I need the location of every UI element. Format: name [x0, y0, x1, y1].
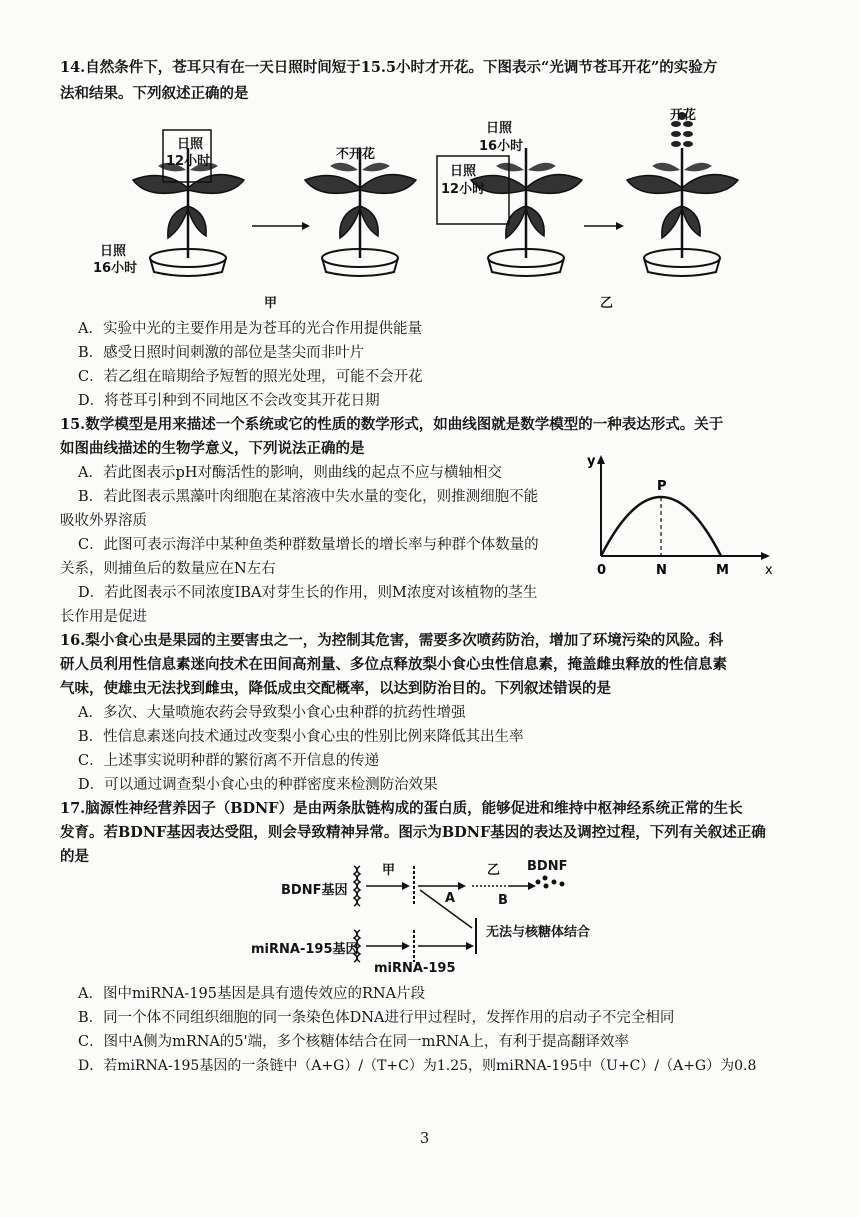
- q14-option-c: C．若乙组在暗期给予短暂的照光处理，可能不会开花: [78, 369, 423, 385]
- q15-option-d-line1: D．若此图表示不同浓度IBA对芽生长的作用，则M浓度对该植物的茎生: [78, 585, 538, 601]
- q15-stem-line1: 15.数学模型是用来描述一个系统或它的性质的数学形式，如曲线图就是数学模型的一种表达形式。关于: [60, 416, 724, 433]
- q17-no-bind-label: 无法与核糖体结合: [486, 925, 591, 940]
- q17-option-a: A．图中miRNA-195基因是具有遗传效应的RNA片段: [78, 986, 426, 1002]
- page-number: 3: [420, 1131, 430, 1147]
- q14-group-jia: 甲: [264, 296, 278, 311]
- m-tick-label: M: [716, 563, 729, 578]
- origin-label: 0: [597, 563, 607, 578]
- q16-stem-line2: 研人员利用性信息素迷向技术在田间高剂量、多位点释放梨小食心虫性信息素，掩盖雌虫释放的性信息素: [60, 656, 727, 673]
- q14-option-d: D．将苍耳引种到不同地区不会改变其开花日期: [78, 393, 380, 409]
- bdnf-gene-helix: [354, 866, 360, 906]
- x-axis-arrow: [761, 552, 770, 560]
- q17-option-c: C．图中A侧为mRNA的5'端，多个核糖体结合在同一mRNA上，有利于提高翻译效率: [78, 1034, 629, 1050]
- q14-p1-box-label2: 12小时: [166, 154, 211, 169]
- q17-mirna-gene-label: miRNA-195基因: [251, 942, 359, 957]
- q17-jia-label: 甲: [382, 863, 396, 878]
- q17-stem-line1: 17.脑源性神经营养因子（BDNF）是由两条肽链构成的蛋白质，能够促进和维持中枢神经系统正常的生长: [60, 800, 743, 817]
- q15-option-c-line1: C．此图可表示海洋中某种鱼类种群数量增长的增长率与种群个体数量的: [78, 537, 539, 553]
- q15-curve-chart: [585, 452, 785, 580]
- q15-option-b-line2: 吸收外界溶质: [60, 513, 147, 529]
- q17-b-label: B: [498, 893, 508, 908]
- q14-p3-top-label2: 16小时: [479, 139, 524, 154]
- q15-option-c-line2: 关系，则捕鱼后的数量应在N左右: [60, 561, 276, 577]
- q17-stem-line3: 的是: [60, 848, 89, 865]
- q15-option-d-line2: 长作用是促进: [60, 609, 147, 625]
- q17-option-b: B．同一个体不同组织细胞的同一条染色体DNA进行甲过程时，发挥作用的启动子不完全相同: [78, 1010, 675, 1026]
- q14-group-yi: 乙: [600, 296, 614, 311]
- q14-stem-line2: 法和结果。下列叙述正确的是: [60, 85, 249, 102]
- q14-p3-box-label: 日照: [450, 164, 477, 179]
- q17-option-d: D．若miRNA-195基因的一条链中（A+G）/（T+C）为1.25，则miRNA-195中（U+C）/（A+G）为0.8: [78, 1058, 757, 1074]
- q16-option-b: B．性信息素迷向技术通过改变梨小食心虫的性别比例来降低其出生率: [78, 729, 524, 745]
- q17-bdnf-gene-label: BDNF基因: [281, 883, 348, 898]
- n-tick-label: N: [656, 563, 667, 578]
- q17-bdnf-label: BDNF: [527, 859, 568, 874]
- q16-option-c: C．上述事实说明种群的繁衍离不开信息的传递: [78, 753, 380, 769]
- q17-gene-expression-figure: [280, 858, 610, 978]
- q17-stem-line2: 发育。若BDNF基因表达受阻，则会导致精神异常。图示为BDNF基因的表达及调控过程，下列有关叙述正确: [60, 824, 766, 841]
- q15-option-b-line1: B．若此图表示黑藻叶肉细胞在某溶液中失水量的变化，则推测细胞不能: [78, 489, 539, 505]
- peak-label: P: [657, 479, 667, 494]
- q14-p4-label: 开花: [670, 108, 697, 123]
- q17-mirna-label: miRNA-195: [374, 961, 456, 976]
- q17-yi-label: 乙: [487, 863, 501, 878]
- y-axis-label: y: [587, 454, 596, 469]
- q14-p1-side-label2: 16小时: [93, 261, 138, 276]
- x-axis-label: x: [765, 563, 773, 578]
- q14-p3-top-label: 日照: [486, 121, 513, 136]
- q15-stem-line2: 如图曲线描述的生物学意义，下列说法正确的是: [60, 440, 365, 457]
- q16-stem-line3: 气味，使雄虫无法找到雌虫，降低成虫交配概率，以达到防治目的。下列叙述错误的是: [60, 680, 611, 697]
- q14-option-a: A．实验中光的主要作用是为苍耳的光合作用提供能量: [78, 321, 422, 337]
- q14-p2-label: 不开花: [336, 147, 376, 162]
- q14-p3-box-label2: 12小时: [441, 182, 486, 197]
- q17-a-label: A: [445, 891, 456, 906]
- q14-option-b: B．感受日照时间刺激的部位是茎尖而非叶片: [78, 345, 365, 361]
- q14-p1-side-label: 日照: [100, 244, 127, 259]
- q15-option-a: A．若此图表示pH对酶活性的影响，则曲线的起点不应与横轴相交: [78, 465, 502, 481]
- q16-option-a: A．多次、大量喷施农药会导致梨小食心虫种群的抗药性增强: [78, 705, 466, 721]
- q16-option-d: D．可以通过调查梨小食心虫的种群密度来检测防治效果: [78, 777, 438, 793]
- q16-stem-line1: 16.梨小食心虫是果园的主要害虫之一，为控制其危害，需要多次喷药防治，增加了环境污染的风险。科: [60, 632, 724, 649]
- q14-p1-box-label: 日照: [177, 137, 204, 152]
- q14-stem-line1: 14.自然条件下，苍耳只有在一天日照时间短于15.5小时才开花。下图表示“光调节苍耳开花”的实验方: [60, 59, 718, 76]
- y-axis-arrow: [597, 455, 605, 464]
